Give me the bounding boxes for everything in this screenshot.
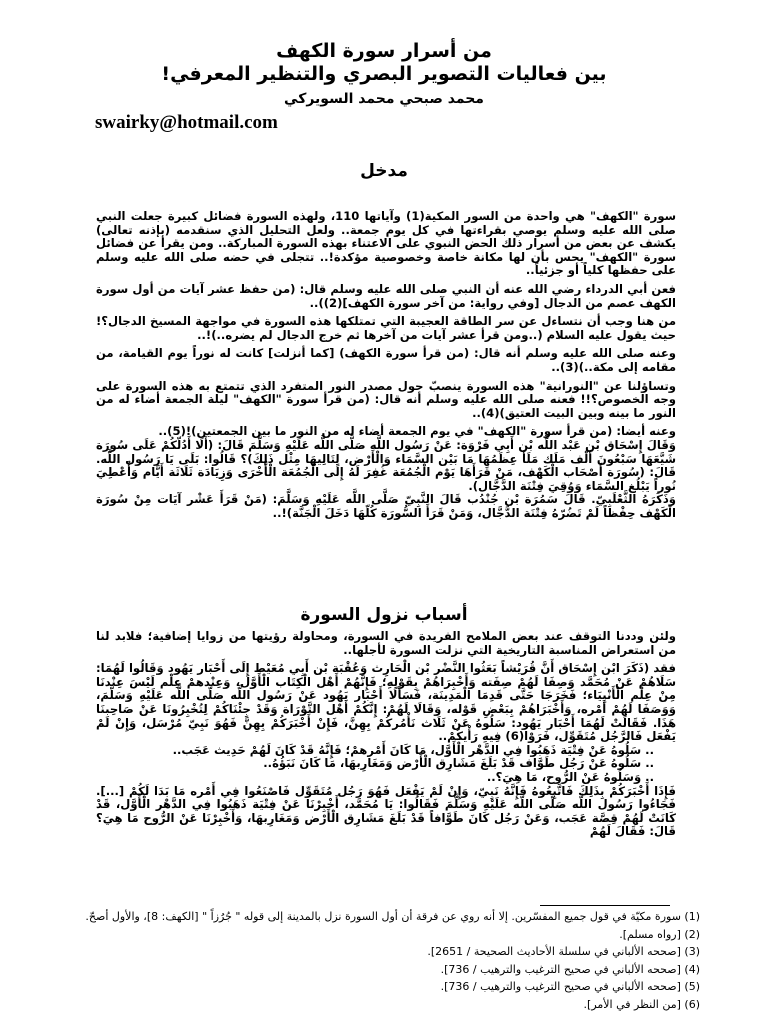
causes-body <box>96 630 676 839</box>
paragraph: فعن أبي الدرداء رضي الله عنه أن النبي صلى الله عليه وسلم قال: (من حفظ عشر آيات من أول سورة الكهف عصم من الدجال [وفي رواية: من آخر سورة الكهف](2)).. <box>96 281 676 310</box>
quoted-question: .. سَلُوهُ عَنْ فِتْيَة ذَهَبُوا فِي الدَّهْر الْأَوَّل، مَا كَانَ أَمْرهمْ؛ فَإِنَّهُ قَدْ كَانَ لَهُمْ حَدِيث عَجَب.. <box>172 742 654 757</box>
footnote: (3) [صححه الألباني في سلسلة الأحاديث الصحيحة / 2651]. <box>427 945 700 958</box>
author-email: swairky@hotmail.com <box>95 112 278 133</box>
paragraph: وَذَكَرَهُ الثَّعْلَبِيّ. قَالَ سَمُرَة بْن جُنْدُب قَالَ النَّبِيّ صَلَّى اللَّه عَلَيْهِ وَسَلَّمَ: (مَنْ قَرَأَ عَشْر آيَات مِنْ سُورَة الْكَهْف حِفْظاً لَمْ تَضُرّهُ فِتْنَة الدَّجَّال، وَمَنْ قَرَأَ السُّورَة كُلّهَا دَخَلَ الْجَنَّة)!.. <box>96 492 676 520</box>
paragraph: من هنا وجب أن نتساءل عن سر الطاقة العجيبة التي تمتلكها هذه السورة في مواجهة المسيخ الدجال؟! حيث يقول عليه السلام (..ومن قرأ عشر آيات من آخرها ثم خرج الدجال لم يضره..)!.. <box>96 314 676 342</box>
paragraph: وعنه أيضا: (من قرأ سورة "الكهف" في يوم الجمعة أضاء له من النور ما بين الجمعتين)!(5).. <box>158 424 676 439</box>
paragraph: وعنه صلى الله عليه وسلم أنه قال: (من قرأ سورة الكهف) [كما أنزلت] كانت له نوراً يوم القيامة، من مقامه إلى مكة..)(3).. <box>96 346 676 374</box>
paragraph: فَإِذَا أَخْبَرَكُمْ بِذَلِكَ فَاتَّبِعُوهُ فَإِنَّهُ نَبِيّ، وَإِنْ لَمْ يَفْعَل فَهُوَ رَجُل مُتَقَوِّل فَاصْنَعُوا فِي أَمْره مَا بَدَا لَكُمْ [...]. فَجَاءُوا رَسُول اللَّه صَلَّى اللَّه عَلَيْهِ وَسَلَّمَ فَقَالُوا: يَا مُحَمَّد، أَخْبِرْنَا عَنْ فِتْيَة ذَهَبُوا فِي الدَّهْر الْأَوَّل، قَدْ كَانَتْ لَهُمْ قِصَّة عَجَب، وَعَنْ رَجُل كَانَ طَوَّافاً قَدْ بَلَغَ مَشَارِق الْأَرْض وَمَغَارِبهَا، وَأَخْبِرْنَا عَنْ الرُّوح مَا هِيَ؟ قَالَ: فَقَالَ لَهُمْ <box>96 783 676 839</box>
paragraph: وَقَالَ إِسْحَاق بْن عَبْد اللَّه بْن أَبِي فَرْوَة: عَنْ رَسُول اللَّه صَلَّى اللَّه عَلَيْهِ وَسَلَّمَ قَالَ: (أَلَا أَدُلّكُمْ عَلَى سُورَة شَيَّعَهَا سَبْعُونَ أَلْف مَلَك مَلَأَ عِظَمُهَا مَا بَيْن السَّمَاء وَالْأَرْض، لِتَالِيهَا مِثْل ذَلِكَ)؟ قَالُوا: بَلَى يَا رَسُول اللَّه. قَالَ: (سُورَة أَصْحَاب الْكَهْف، مَنْ قَرَأَهَا يَوْم الْجُمُعَة غُفِرَ لَهُ إِلَى الْجُمُعَة الْأُخْرَى وَزِيَادَة ثَلَاثَة أَيَّام وَأُعْطِيَ نُوراً يَبْلُغ السَّمَاء وَوُقِيَ فِتْنَة الدَّجَّال). <box>96 437 676 493</box>
footnote: (5) [صححه الألباني في صحيح الترغيب والترهيب / 736]. <box>440 980 700 993</box>
footnote: (2) [رواه مسلم]. <box>619 927 700 941</box>
footnote: (1) سورة مكيّة في قول جميع المفسّرين. إلا أنه روي عن فرقة أن أول السورة نزل بالمدينة إلى قوله " جُرُزاً " [الكهف: 8]، والأول أصحّ. <box>85 910 700 923</box>
intro-heading: مدخل <box>360 161 408 181</box>
footnotes <box>85 908 700 1013</box>
footnote-separator <box>540 905 670 906</box>
intro-body <box>96 210 676 520</box>
footnote: (4) [صححه الألباني في صحيح الترغيب والترهيب / 736]. <box>440 962 700 976</box>
quoted-question: .. سَلُوهُ عَنْ رَجُل طَوَّاف قَدْ بَلَغَ مَشَارِق الْأَرْض وَمَغَارِبهَا، مَا كَانَ نَبَؤُهُ.. <box>263 756 654 771</box>
paragraph: فقد (ذَكَرَ ابْن إِسْحَاق أَنَّ قُرَيْشاً بَعَثُوا النَّضْر بْن الْحَارِث وَعُقْبَة بْن أَبِي مُعَيْط إِلَى أَحْبَار يَهُود وَقَالُوا لَهُمَا: سَلَاهُمْ عَنْ مُحَمَّد وَصِفَا لَهُمْ صِفَته وَأَخْبِرَاهُمْ بِقَوْلِهِ؛ فَإِنَّهُمْ أَهْل الْكِتَاب الْأَوَّل، وَعِنْدهمْ عِلْم لَيْسَ عِنْدنَا مِنْ عِلْم الْأَنْبِيَاء؛ فَخَرَجَا حَتَّى قَدِمَا الْمَدِينَة، فَسَأَلَا أَحْبَار يَهُود عَنْ رَسُول اللَّه صَلَّى اللَّه عَلَيْهِ وَسَلَّمَ، وَوَصَفَا لَهُمْ أَمْره، وَأَخْبَرَاهُمْ بِبَعْضِ قَوْله، وَقَالَا لَهُمْ: إِنَّكُمْ أَهْل التَّوْرَاة وَقَدْ جِئْنَاكُمْ لِتُخْبِرُونَا عَنْ صَاحِبنَا هَذَا. فَقَالَتْ لَهُمَا أَحْبَار يَهُود: سَلُوهُ عَنْ ثَلَاث نَأْمُركُمْ بِهِنَّ، فَإِنْ أَخْبَرَكُمْ بِهِنَّ فَهُوَ نَبِيّ مُرْسَل، وَإِنْ لَمْ يَفْعَل فَالرَّجُل مُتَقَوِّل، فَرَوْا(6) فِيهِ رَأْيكُمْ.. <box>96 661 676 744</box>
author-name: محمد صبحي محمد السويركي <box>284 91 484 107</box>
document-subtitle: بين فعاليات التصوير البصري والتنظير المعرفي! <box>161 63 607 85</box>
causes-heading: أسباب نزول السورة <box>300 605 468 625</box>
paragraph: وتساؤلنا عن "النورانية" هذه السورة ينصبّ حول مصدر النور المتفرد الذي تتمتع به هذه السورة على وجه الخصوص؟!! فعنه صلى الله عليه وسلم أنه قال: (من قرأ سورة "الكهف" ليلة الجمعة أضاء له من النور ما بينه وبين البيت العتيق)(4).. <box>96 378 676 420</box>
document-title: من أسرار سورة الكهف <box>276 40 492 62</box>
paragraph: سورة "الكهف" هي واحدة من السور المكية(1) وآياتها 110، ولهذه السورة فضائل كبيرة جعلت النبي صلى الله عليه وسلم يوصي بقراءتها في كل يوم جمعة.. ولعل التحليل الذي سنقدمه (بإذنه تعالى) يكشف عن بعض من أسرار ذلك الحض النبوي على الاعتناء بهذه السورة المباركة.. ومن يقرأ عن فضائل سورة "الكهف" يحس بأن لها مكانة خاصة وخصوصية مؤكدة!.. تتجلى في حضه صلى الله عليه وسلم على حفظها كلياً أو جزئياً.. <box>96 209 676 278</box>
paragraph: ولئن وددنا التوقف عند بعض الملامح الفريدة في السورة، ومحاولة رؤيتها من زوايا إضافية؛ فلابد لنا من استعراض المناسبة التاريخية التي نزلت السورة لأجلها.. <box>96 629 676 657</box>
footnote: (6) [من النظر في الأمر]. <box>583 997 700 1011</box>
quoted-question: .. وَسَلُوهُ عَنْ الرُّوح، مَا هِيَ؟.. <box>486 769 654 784</box>
